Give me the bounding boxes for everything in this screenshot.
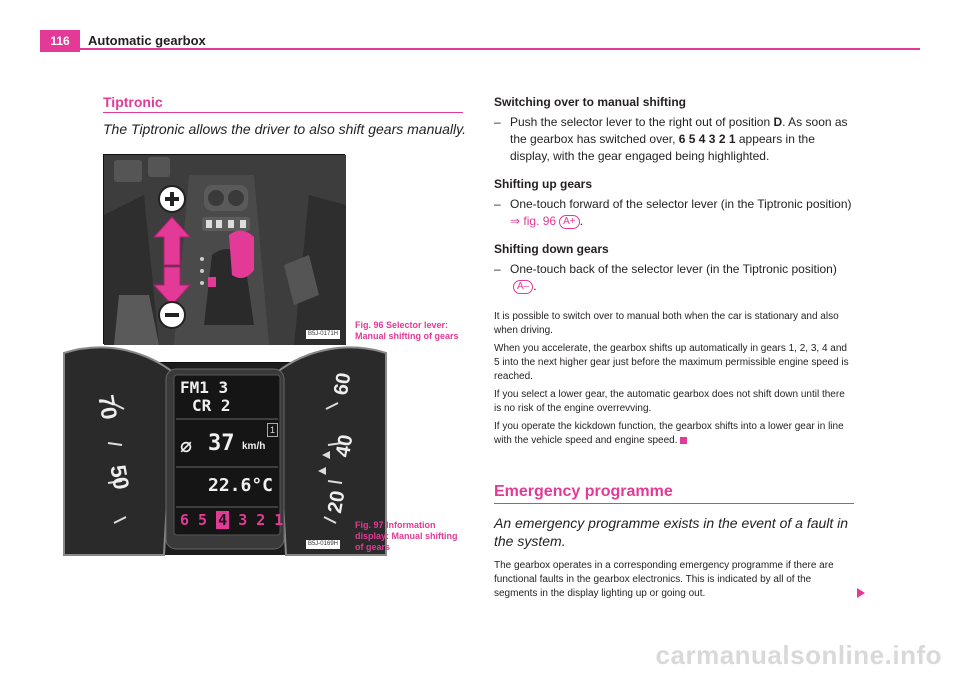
step-dash: – xyxy=(494,197,501,211)
text-part: Push the selector lever to the right out of position xyxy=(510,115,771,129)
step-dash: – xyxy=(494,262,501,276)
average-icon: ⌀ xyxy=(180,435,193,457)
text-part: appears in the display, with the gear engaged being highlighted. xyxy=(510,132,815,163)
gear-sequence: 6 5 4 3 2 1 xyxy=(678,132,736,146)
chapter-title: Automatic gearbox xyxy=(88,33,206,48)
figure-97-caption xyxy=(355,520,467,553)
rpm-scale-60: 60 xyxy=(330,371,356,397)
caption-line: Manual shifting of gears xyxy=(355,331,459,341)
rpm-scale-20: 20 xyxy=(324,489,350,515)
emergency-lead: An emergency programme exists in the event of a fault in the system. xyxy=(494,515,849,549)
figure-96-caption xyxy=(355,320,467,342)
caption-line: of gears xyxy=(355,542,391,552)
header-rule xyxy=(40,48,920,50)
caption-line: Fig. 97 Information xyxy=(355,520,436,530)
caption-line: display: Manual shifting xyxy=(355,531,458,541)
speedo-scale-50: 50 xyxy=(105,463,135,492)
right-column xyxy=(494,94,854,448)
rpm-scale-40: 40 xyxy=(332,433,358,459)
heading-shift-up: Shifting up gears xyxy=(494,177,593,191)
figure-code: B5J-0169H xyxy=(307,541,338,547)
note-paragraph: It is possible to switch over to manual both when the car is stationary and also when driving. xyxy=(494,311,839,336)
step-manual xyxy=(494,114,854,165)
step-shift-down xyxy=(494,261,854,295)
step-text: One-touch forward of the selector lever (in the Tiptronic position) ⇒ fig. 96 A+ . xyxy=(510,197,852,228)
section-rule xyxy=(494,503,854,504)
figure-selector-lever xyxy=(103,154,345,344)
text-part: One-touch forward of the selector lever (in the Tiptronic position) xyxy=(510,197,852,211)
next-page-arrow-icon[interactable] xyxy=(857,588,865,598)
note-paragraph: When you accelerate, the gearbox shifts up automatically in gears 1, 2, 3, 4 and 5 into the next higher gear just before the maximum permissible engine speed is reached. xyxy=(494,343,849,382)
step-dash: – xyxy=(494,115,501,129)
figure-link[interactable]: ⇒ fig. 96 xyxy=(510,214,557,228)
display-gear-line xyxy=(180,511,283,529)
text-part: If you operate the kickdown function, the gearbox shifts into a lower gear in line with the vehicle speed and engine speed. xyxy=(494,421,844,446)
speedo-scale-70: 70 xyxy=(93,393,123,422)
gears-higher: 6 5 xyxy=(180,511,208,529)
gear-selected: 4 xyxy=(218,511,228,529)
text-part: . As soon as the gearbox has switched over, xyxy=(510,115,848,146)
gears-lower: 3 2 1 xyxy=(238,511,284,529)
display-speed-unit: km/h xyxy=(242,441,266,452)
watermark: carmanualsonline.info xyxy=(655,640,942,670)
heading-manual-shifting: Switching over to manual shifting xyxy=(494,95,687,109)
key-minus-badge: A– xyxy=(513,280,533,294)
step-shift-up xyxy=(494,196,854,230)
note-paragraph: If you select a lower gear, the automatic gearbox does not shift down until there is no risk of the engine overrevving. xyxy=(494,389,845,414)
position-d: D xyxy=(773,115,783,129)
display-fm-line: FM1 3 xyxy=(180,378,229,397)
step-text xyxy=(510,114,854,165)
text-part: One-touch back of the selector lever (in the Tiptronic position) xyxy=(510,262,837,276)
key-plus-badge: A+ xyxy=(559,215,580,229)
display-cr-line: CR 2 xyxy=(192,396,231,415)
figure-code: B5J-0171H xyxy=(307,331,338,337)
emergency-body: The gearbox operates in a corresponding emergency programme if there are functional faults in the gearbox electronics. This is indicated by all of the segments in the display lighting up or going out. xyxy=(494,560,834,599)
section-lead: The Tiptronic allows the driver to also shift gears manually. xyxy=(103,121,466,137)
section-title-emergency: Emergency programme xyxy=(494,483,673,500)
section-rule xyxy=(103,112,463,113)
page-number: 116 xyxy=(40,30,80,52)
step-text: One-touch back of the selector lever (in the Tiptronic position)A– . xyxy=(510,262,837,293)
note-paragraph xyxy=(494,420,854,448)
figure-information-display xyxy=(93,362,358,554)
section-title-tiptronic: Tiptronic xyxy=(103,94,163,110)
selector-lever-illustration xyxy=(104,155,346,345)
caption-line: Fig. 96 Selector lever: xyxy=(355,320,449,330)
display-tag: 1 xyxy=(267,423,278,437)
display-temperature: 22.6°C xyxy=(208,475,274,496)
heading-shift-down: Shifting down gears xyxy=(494,242,609,256)
emergency-section xyxy=(494,482,854,601)
end-of-section-icon xyxy=(680,437,687,444)
display-speed: 37 xyxy=(208,431,235,456)
